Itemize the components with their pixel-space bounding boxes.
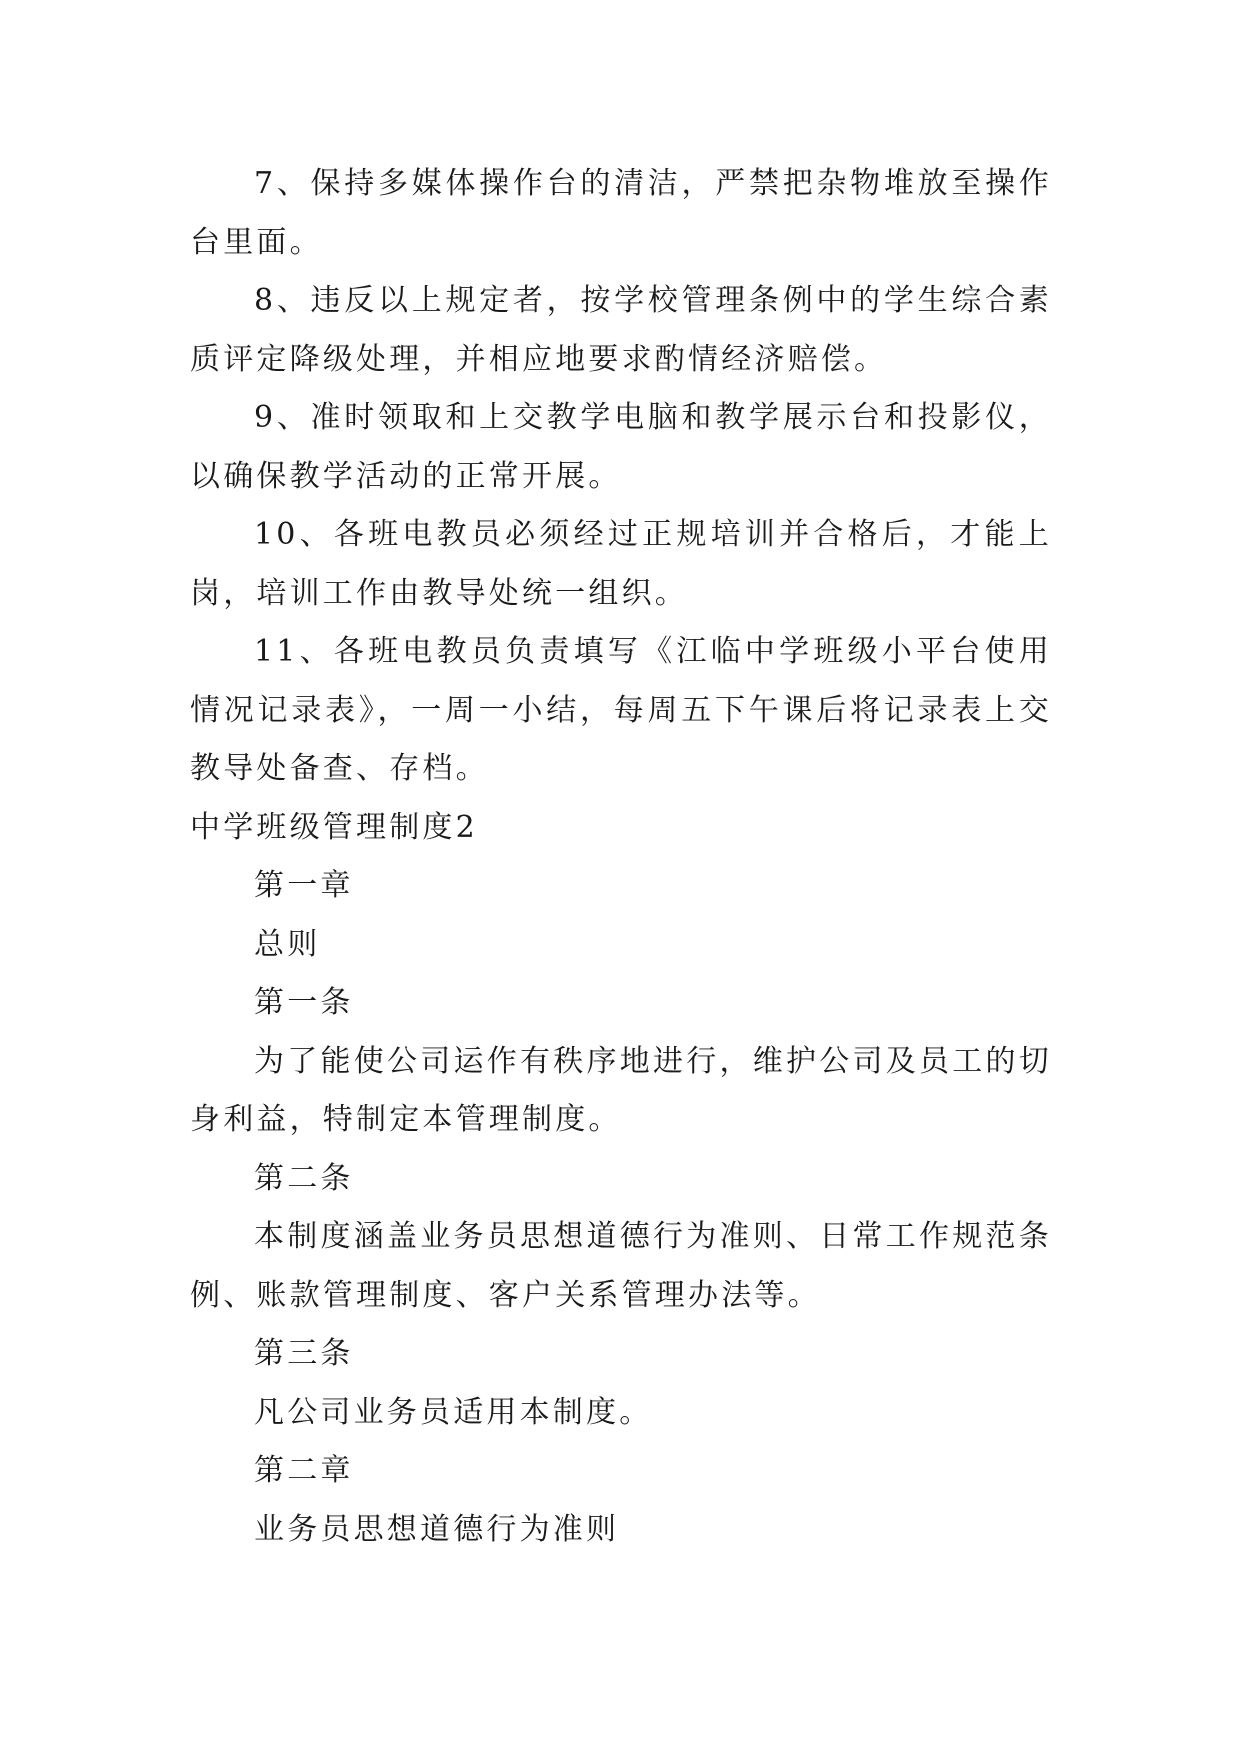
chapter-heading-1: 第一章 [254,868,354,903]
section-title: 中学班级管理制度2 [190,809,478,845]
article-heading-1: 第一条 [254,985,354,1020]
article-heading-2: 第二条 [254,1160,354,1196]
chapter-title-2: 业务员思想道德行为准则 [254,1511,620,1547]
paragraph-item-10: 10、各班电教员必须经过正规培训并合格后，才能上岗，培训工作由教导处统一组织。 [190,517,1052,611]
article-body-2: 本制度涵盖业务员思想道德行为准则、日常工作规范条例、账款管理制度、客户关系管理办法等。 [190,1219,1052,1313]
paragraph-item-7: 7、保持多媒体操作台的清洁，严禁把杂物堆放至操作台里面。 [190,166,1052,260]
paragraph-item-11: 11、各班电教员负责填写《江临中学班级小平台使用情况记录表》，一周一小结，每周五下午课后将记录表上交教导处备查、存档。 [190,634,1052,786]
paragraph-item-8: 8、违反以上规定者，按学校管理条例中的学生综合素质评定降级处理，并相应地要求酌情经济赔偿。 [190,283,1052,377]
article-body-1: 为了能使公司运作有秩序地进行，维护公司及员工的切身利益，特制定本管理制度。 [190,1043,1052,1137]
article-heading-3: 第三条 [254,1336,354,1371]
paragraph-item-9: 9、准时领取和上交教学电脑和教学展示台和投影仪，以确保教学活动的正常开展。 [190,400,1052,494]
chapter-heading-2: 第二章 [254,1453,354,1488]
chapter-title-1: 总则 [254,926,321,962]
article-body-3: 凡公司业务员适用本制度。 [254,1394,653,1430]
document-page [190,155,1052,1559]
